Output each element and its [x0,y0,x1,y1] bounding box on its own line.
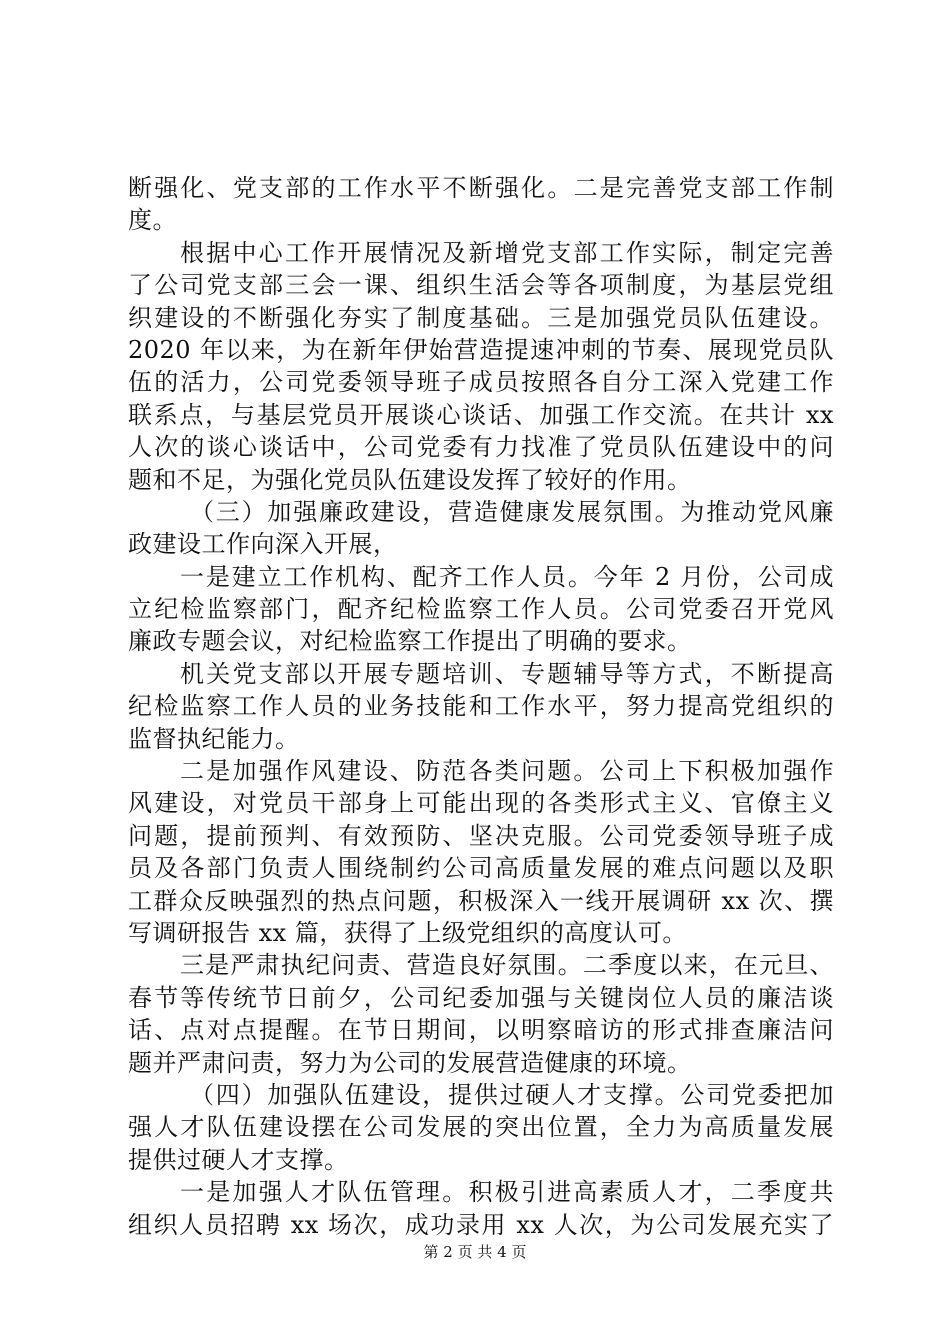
page-footer: 第 2 页 共 4 页 [423,1243,527,1261]
text-line: 话、点对点提醒。在节日期间，以明察暗访的形式排查廉洁问 [128,1016,834,1045]
text-line: 员及各部门负责人围绕制约公司高质量发展的难点问题以及职 [128,854,834,883]
text-line: 人次的谈心谈话中，公司党委有力找准了党员队伍建设中的问 [128,433,834,462]
text-line: 联系点，与基层党员开展谈心谈话、加强工作交流。在共计 xx [128,400,834,429]
text-line: 题和不足，为强化党员队伍建设发挥了较好的作用。 [128,465,692,494]
text-line: 春节等传统节日前夕，公司纪委加强与关键岗位人员的廉洁谈 [128,983,834,1012]
text-line: 政建设工作向深入开展， [128,530,398,559]
text-line: 监督执纪能力。 [128,724,300,753]
text-line: 根据中心工作开展情况及新增党支部工作实际，制定完善 [180,238,834,267]
text-line: 写调研报告 xx 篇，获得了上级党组织的高度认可。 [128,918,687,947]
text-line: （四）加强队伍建设，提供过硬人才支撑。公司党委把加 [190,1080,834,1109]
text-line: 风建设，对党员干部身上可能出现的各类形式主义、官僚主义 [128,789,834,818]
text-line: 二是加强作风建设、防范各类问题。公司上下积极加强作 [180,757,834,786]
text-line: 立纪检监察部门，配齐纪检监察工作人员。公司党委召开党风 [128,595,834,624]
text-line: 伍的活力，公司党委领导班子成员按照各自分工深入党建工作 [128,368,834,397]
text-line: 提供过硬人才支撑。 [128,1145,349,1174]
text-line: 题并严肃问责，努力为公司的发展营造健康的环境。 [128,1048,692,1077]
text-line: 织建设的不断强化夯实了制度基础。三是加强党员队伍建设。 [128,303,834,332]
text-line: 工群众反映强烈的热点问题，积极深入一线开展调研 xx 次、撰 [128,886,834,915]
text-line: 2020 年以来，为在新年伊始营造提速冲刺的节奏、展现党员队 [128,335,834,364]
text-line: 纪检监察工作人员的业务技能和工作水平，努力提高党组织的 [128,692,834,721]
text-line: 三是严肃执纪问责、营造良好氛围。二季度以来，在元旦、 [180,951,834,980]
text-line: 机关党支部以开展专题培训、专题辅导等方式，不断提高 [180,659,834,688]
text-line: 一是加强人才队伍管理。积极引进高素质人才，二季度共 [180,1178,834,1207]
text-line: 强人才队伍建设摆在公司发展的突出位置，全力为高质量发展 [128,1113,834,1142]
text-line: 廉政专题会议，对纪检监察工作提出了明确的要求。 [128,627,692,656]
text-line: 问题，提前预判、有效预防、坚决克服。公司党委领导班子成 [128,821,834,850]
document-body [128,172,834,1241]
text-line: 度。 [128,206,177,235]
text-line: 断强化、党支部的工作水平不断强化。二是完善党支部工作制 [128,174,834,202]
text-line: 了公司党支部三会一课、组织生活会等各项制度，为基层党组 [128,271,834,300]
text-line: （三）加强廉政建设，营造健康发展氛围。为推动党风廉 [190,497,834,526]
text-line: 一是建立工作机构、配齐工作人员。今年 2 月份，公司成 [180,562,834,591]
text-line: 组织人员招聘 xx 场次，成功录用 xx 人次，为公司发展充实了 [128,1210,834,1239]
